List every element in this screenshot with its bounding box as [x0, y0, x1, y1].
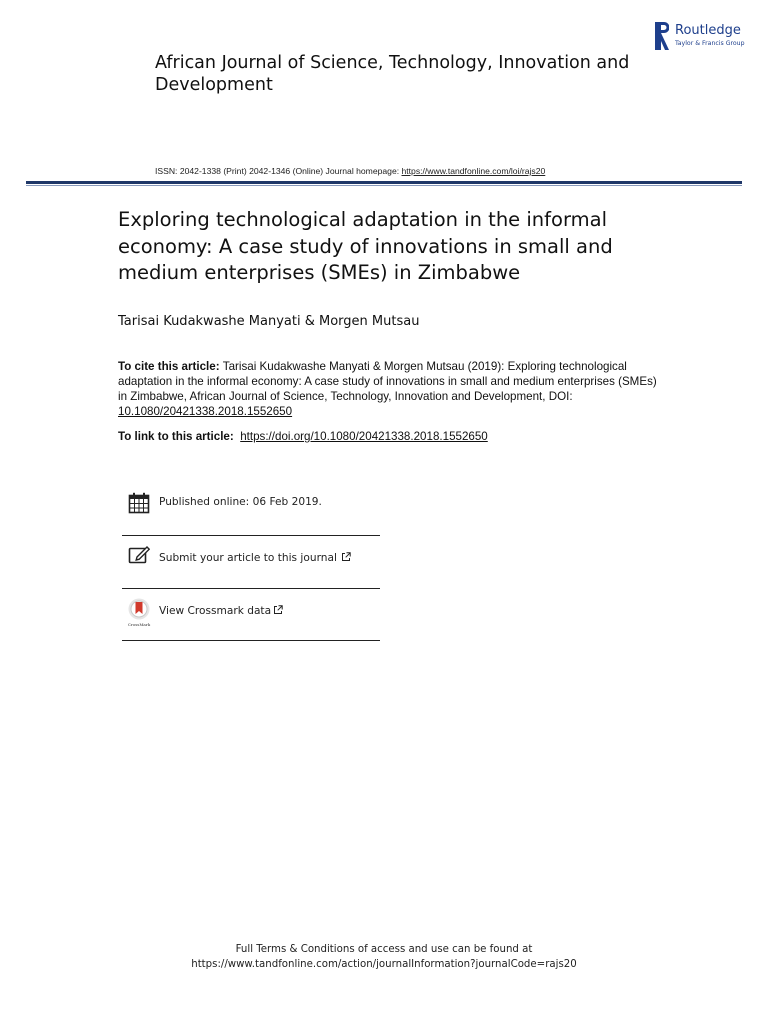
article-link-label: To link to this article:	[118, 430, 237, 443]
crossmark-item[interactable]	[122, 598, 380, 638]
publisher-name: Routledge	[675, 23, 741, 38]
issn-text: ISSN: 2042-1338 (Print) 2042-1346 (Online) Journal homepage:	[155, 166, 402, 176]
article-authors: Tarisai Kudakwashe Manyati & Morgen Mutsau	[118, 314, 420, 329]
crossmark-caption: CrossMark	[127, 622, 151, 627]
published-online-text: Published online: 06 Feb 2019.	[159, 496, 322, 508]
citation-label: To cite this article:	[118, 360, 223, 373]
article-doi-link[interactable]: https://doi.org/10.1080/20421338.2018.1552650	[240, 430, 488, 443]
article-link-block	[118, 429, 678, 444]
external-link-icon	[341, 552, 351, 562]
meta-divider	[122, 640, 380, 641]
calendar-icon	[128, 492, 150, 514]
external-link-icon	[273, 605, 283, 615]
meta-divider	[122, 535, 380, 536]
citation-text: Tarisai Kudakwashe Manyati & Morgen Mutsau (2019): Exploring technological adaptation in the informal economy: A case study of innovations in small and medium enterprises (SMEs) in Zimbabwe, African Journal of Science, Technology, Innovation and Development, DOI:	[118, 360, 657, 403]
article-title: Exploring technological adaptation in the informal economy: A case study of innovations in small and medium enterprises (SMEs) in Zimbabwe	[118, 208, 613, 284]
header-rule-thin	[26, 185, 742, 186]
publisher-subtitle: Taylor & Francis Group	[675, 40, 745, 47]
journal-homepage-link[interactable]: https://www.tandfonline.com/loi/rajs20	[401, 166, 546, 176]
crossmark-link[interactable]	[159, 605, 283, 617]
header-rule	[26, 181, 742, 184]
published-online-item	[122, 492, 380, 532]
crossmark-text: View Crossmark data	[159, 605, 272, 617]
submit-article-text: Submit your article to this journal	[159, 552, 337, 564]
journal-title: African Journal of Science, Technology, Innovation and Development	[155, 53, 630, 95]
citation-doi-link[interactable]: 10.1080/20421338.2018.1552650	[118, 405, 293, 418]
submit-article-item[interactable]	[122, 544, 380, 584]
crossmark-icon	[126, 598, 152, 622]
citation-block	[118, 359, 663, 419]
routledge-logo-icon	[655, 22, 669, 50]
edit-icon	[128, 544, 150, 566]
footer-terms-link[interactable]: https://www.tandfonline.com/action/journalInformation?journalCode=rajs20	[191, 959, 577, 970]
submit-article-link[interactable]	[159, 552, 351, 564]
issn-line	[155, 166, 545, 176]
footer-terms-text: Full Terms & Conditions of access and use can be found at	[235, 944, 533, 955]
meta-divider	[122, 588, 380, 589]
footer	[0, 942, 768, 972]
